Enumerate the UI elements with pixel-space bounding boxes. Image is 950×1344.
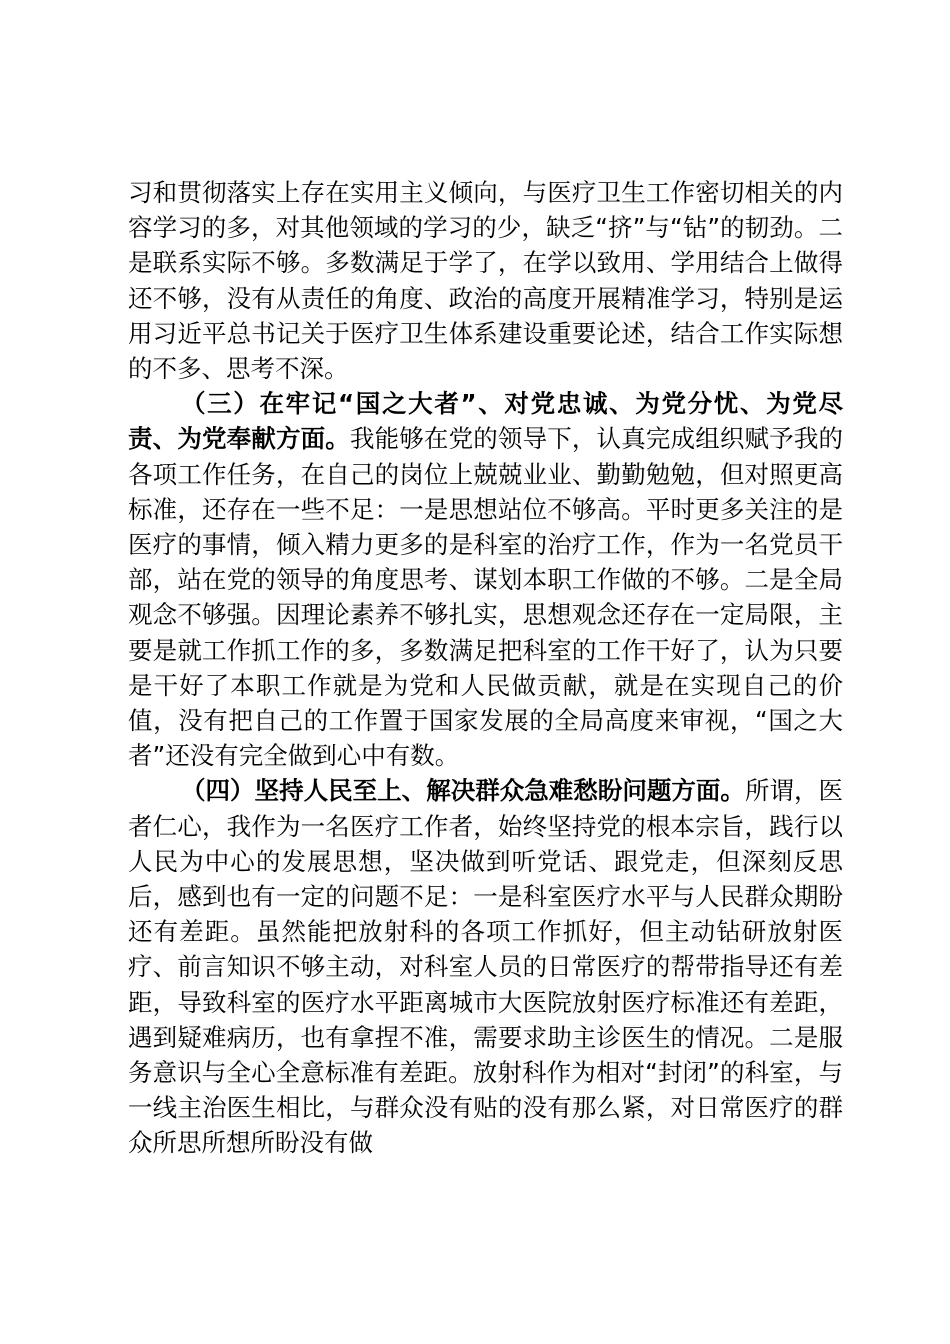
section-three-heading: （三）在牢记“国之大者”、对党忠诚、为党分忧、为党尽责、为党奉献方面。 <box>128 389 843 454</box>
paragraph-continuation <box>128 175 843 386</box>
paragraph-section-three <box>128 386 843 773</box>
section-four-body: 所谓，医者仁心，我作为一名医疗工作者，始终坚持党的根本宗旨，践行以人民为中心的发展思想，坚决做到听党话、跟党走，但深刻反思后，感到也有一定的问题不足：一是科室医疗水平与人民群众期盼还有差距。虽然能把放射科的各项工作抓好，但主动钻研放射医疗、前言知识不够主动，对科室人员的日常医疗的帮带指导还有差距，导致科室的医疗水平距离城市大医院放射医疗标准还有差距，遇到疑难病历，也有拿捏不准，需要求助主诊医生的情况。二是服务意识与全心全意标准有差距。放射科作为相对“封闭”的科室，与一线主治医生相比，与群众没有贴的没有那么紧，对日常医疗的群众所思所想所盼没有做 <box>128 776 844 1158</box>
section-three-body: 我能够在党的领导下，认真完成组织赋予我的各项工作任务，在自己的岗位上兢兢业业、勤勤勉勉，但对照更高标准，还存在一些不足：一是思想站位不够高。平时更多关注的是医疗的事情，倾入精力更多的是科室的治疗工作，作为一名党员干部，站在党的领导的角度思考、谋划本职工作做的不够。二是全局观念不够强。因理论素养不够扎实，思想观念还存在一定局限，主要是就工作抓工作的多，多数满足把科室的工作干好了，认为只要是干好了本职工作就是为党和人民做贡献，就是在实现自己的价值，没有把自己的工作置于国家发展的全局高度来审视，“国之大者”还没有完全做到心中有数。 <box>128 424 844 771</box>
paragraph-section-four <box>128 773 843 1160</box>
section-four-heading: （四）坚持人民至上、解决群众急难愁盼问题方面。 <box>181 776 745 806</box>
paragraph-body: 习和贯彻落实上存在实用主义倾向，与医疗卫生工作密切相关的内容学习的多，对其他领域的学习的少，缺乏“挤”与“钻”的韧劲。二是联系实际不够。多数满足于学了，在学以致用、学用结合上做得还不够，没有从责任的角度、政治的高度开展精准学习，特别是运用习近平总书记关于医疗卫生体系建设重要论述，结合工作实际想的不多、思考不深。 <box>128 178 843 384</box>
document-body <box>128 175 843 1161</box>
